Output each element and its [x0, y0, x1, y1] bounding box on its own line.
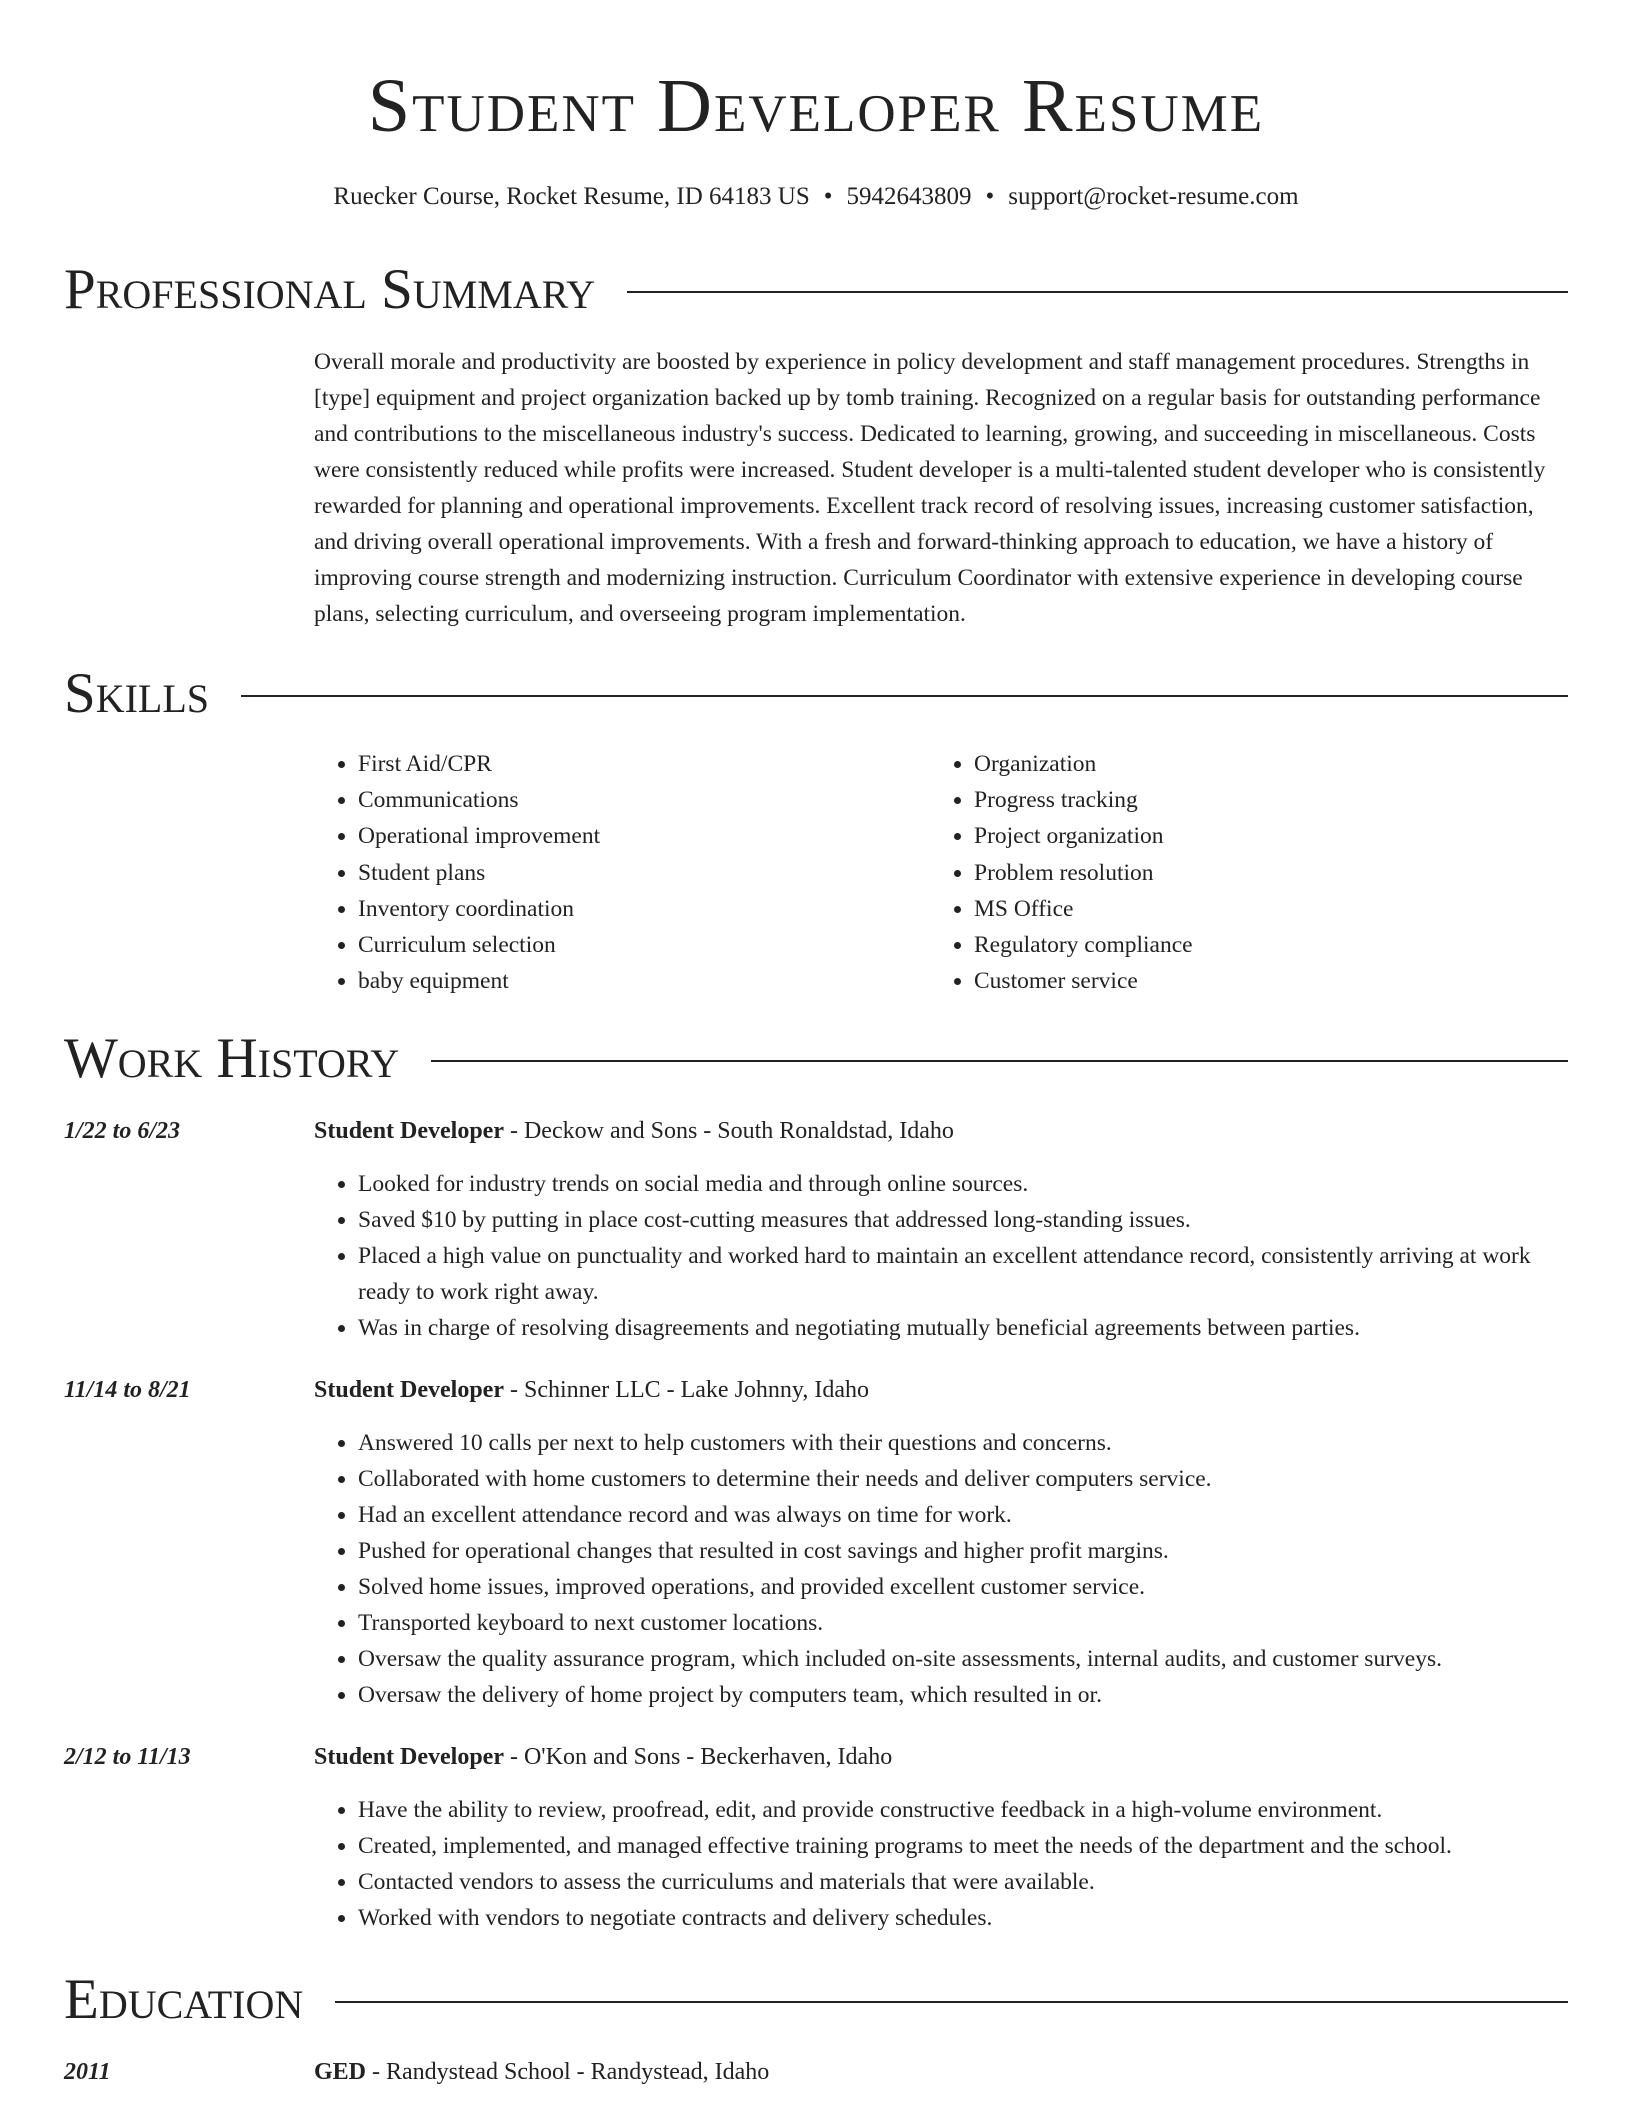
skill-item: • MS Office: [974, 891, 1546, 927]
section-divider: [431, 1060, 1568, 1062]
job-bullet: • Had an excellent attendance record and was always on time for work.: [358, 1497, 1568, 1533]
job-employer-location: - Deckow and Sons - South Ronaldstad, Idaho: [503, 1118, 954, 1145]
job-bullet: • Answered 10 calls per next to help customers with their questions and concerns.: [358, 1425, 1568, 1461]
section-divider: [241, 695, 1568, 697]
education-section-header: [64, 1966, 1568, 2034]
job-body: [314, 1739, 1568, 1936]
contact-address: Ruecker Course, Rocket Resume, ID 64183 US: [333, 183, 810, 210]
job-bullets: [314, 1792, 1568, 1936]
job-bullet: • Oversaw the delivery of home project by computers team, which resulted in or.: [358, 1677, 1568, 1713]
job-bullet: • Contacted vendors to assess the curriculums and materials that were available.: [358, 1864, 1568, 1900]
job-date: 11/14 to 8/21: [64, 1377, 191, 1404]
section-divider: [627, 291, 1568, 293]
contact-email: support@rocket-resume.com: [1008, 183, 1299, 210]
skill-item: • First Aid/CPR: [358, 746, 930, 782]
job-body: [314, 1113, 1568, 1346]
education-heading: Education: [64, 1968, 304, 2032]
job-date: 2/12 to 11/13: [64, 1744, 191, 1771]
resume-page: [64, 0, 1568, 2090]
job-entry: [64, 1113, 1568, 1346]
skills-column-right: [930, 746, 1546, 999]
job-title: Student Developer: [314, 1377, 504, 1404]
skill-item: • Project organization: [974, 818, 1546, 854]
skill-item: • Inventory coordination: [358, 891, 930, 927]
resume-title: Student Developer Resume: [367, 64, 1265, 148]
skill-item: • Curriculum selection: [358, 927, 930, 963]
job-title: Student Developer: [314, 1118, 504, 1145]
contact-phone: 5942643809: [846, 183, 972, 210]
job-bullet: • Was in charge of resolving disagreements and negotiating mutually beneficial agreements between parties.: [358, 1310, 1568, 1346]
education-entry: [64, 2054, 1568, 2090]
job-bullet: • Pushed for operational changes that resulted in cost savings and higher profit margins.: [358, 1533, 1568, 1569]
skill-item: • Problem resolution: [974, 855, 1546, 891]
job-entry: [64, 1372, 1568, 1713]
education-heading: [314, 2054, 1568, 2090]
skill-item: • Operational improvement: [358, 818, 930, 854]
skill-item: • baby equipment: [358, 963, 930, 999]
job-date: 1/22 to 6/23: [64, 1118, 181, 1145]
job-bullet: • Placed a high value on punctuality and worked hard to maintain an excellent attendance record, consistently arriving at work ready to work right away.: [358, 1238, 1568, 1310]
job-bullet: • Collaborated with home customers to determine their needs and deliver computers service.: [358, 1461, 1568, 1497]
work-history-list: [64, 1113, 1568, 1936]
skill-item: • Student plans: [358, 855, 930, 891]
job-bullets: [314, 1166, 1568, 1346]
skill-item: • Regulatory compliance: [974, 927, 1546, 963]
skill-item: • Communications: [358, 782, 930, 818]
job-bullet: • Worked with vendors to negotiate contracts and delivery schedules.: [358, 1900, 1568, 1936]
skill-item: • Organization: [974, 746, 1546, 782]
job-title: Student Developer: [314, 1744, 504, 1771]
skills-column-left: [314, 746, 930, 999]
job-entry: [64, 1739, 1568, 1936]
job-bullet: • Have the ability to review, proofread, edit, and provide constructive feedback in a high-volume environment.: [358, 1792, 1568, 1828]
job-body: [314, 1372, 1568, 1713]
summary-section-header: [64, 256, 1568, 324]
contact-separator: •: [985, 183, 995, 210]
work-section-header: [64, 1025, 1568, 1093]
education-body: [314, 2054, 1568, 2090]
job-employer-location: - O'Kon and Sons - Beckerhaven, Idaho: [503, 1744, 893, 1771]
contact-separator: •: [823, 183, 833, 210]
job-employer-location: - Schinner LLC - Lake Johnny, Idaho: [503, 1377, 869, 1404]
job-heading: [314, 1372, 1568, 1408]
education-school-location: - Randystead School - Randystead, Idaho: [366, 2059, 770, 2086]
job-bullet: • Saved $10 by putting in place cost-cutting measures that addressed long-standing issues.: [358, 1202, 1568, 1238]
education-degree: GED: [314, 2059, 367, 2086]
job-bullet: • Looked for industry trends on social media and through online sources.: [358, 1166, 1568, 1202]
skills-section-header: [64, 660, 1568, 728]
job-bullet: • Transported keyboard to next customer locations.: [358, 1605, 1568, 1641]
education-date: 2011: [64, 2059, 111, 2086]
job-bullets: [314, 1425, 1568, 1713]
skills-heading: Skills: [64, 662, 210, 725]
skill-item: • Customer service: [974, 963, 1546, 999]
section-divider: [335, 2001, 1568, 2003]
skill-item: • Progress tracking: [974, 782, 1546, 818]
contact-line: [64, 180, 1568, 214]
summary-text: Overall morale and productivity are boosted by experience in policy development and staff management procedures. Strengths in [type] equipment and project organization backed up by tomb training. Recognized on a regular basis for outstanding performance and contributions to the miscellaneous industry's success. Dedicated to learning, growing, and succeeding in miscellaneous. Costs were consistently reduced while profits were increased. Student developer is a multi-talented student developer who is consistently rewarded for planning and operational improvements. Excellent track record of resolving issues, increasing customer satisfaction, and driving overall operational improvements. With a fresh and forward-thinking approach to education, we have a history of improving course strength and modernizing instruction. Curriculum Coordinator with extensive experience in developing course plans, selecting curriculum, and overseeing program implementation.: [314, 349, 1546, 627]
job-bullet: • Solved home issues, improved operations, and provided excellent customer service.: [358, 1569, 1568, 1605]
education-list: [64, 2054, 1568, 2090]
job-heading: [314, 1739, 1568, 1775]
job-heading: [314, 1113, 1568, 1149]
skills-list: [314, 746, 1568, 999]
job-bullet: • Created, implemented, and managed effective training programs to meet the needs of the department and the school.: [358, 1828, 1568, 1864]
summary-heading: Professional Summary: [64, 258, 596, 321]
work-heading: Work History: [64, 1027, 400, 1091]
job-bullet: • Oversaw the quality assurance program, which included on-site assessments, internal audits, and customer surveys.: [358, 1641, 1568, 1677]
